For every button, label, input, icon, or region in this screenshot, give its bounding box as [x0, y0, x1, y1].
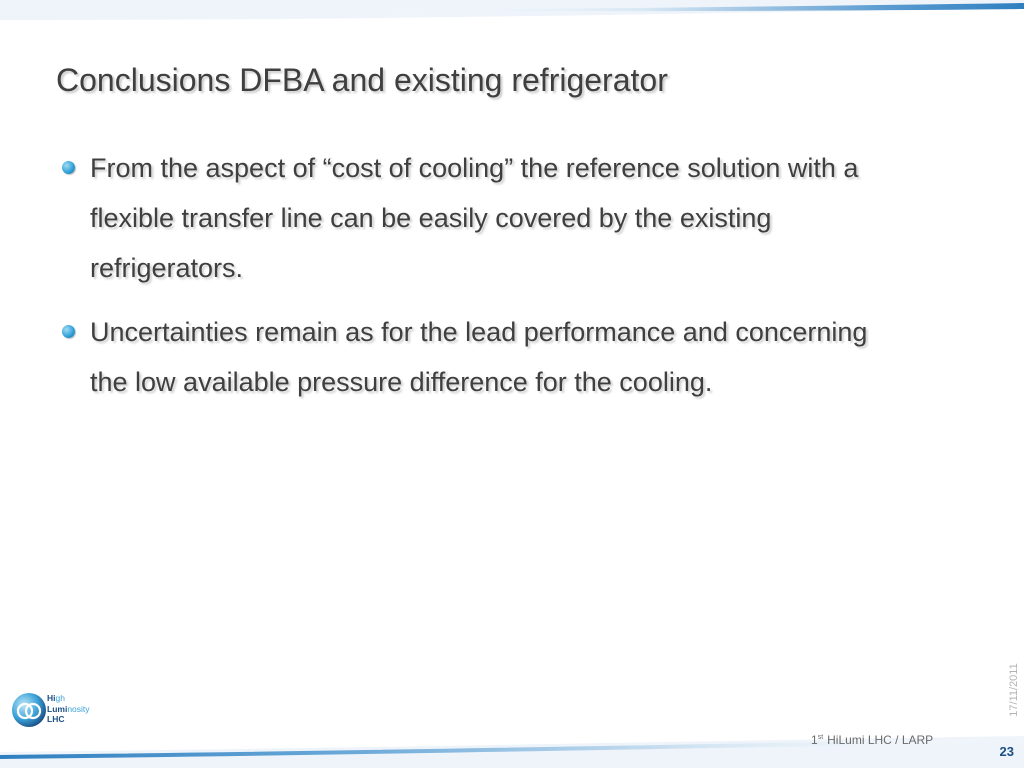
- event-ordinal-suffix: st: [817, 734, 824, 741]
- lhc-ring-icon: [10, 691, 48, 729]
- bullet-text: From the aspect of “cost of cooling” the reference solution with a flexible transfer line can be easily covered by the existing refrigerators.: [90, 153, 859, 283]
- footer-event: [811, 733, 933, 747]
- slide-title: Conclusions DFBA and existing refrigerator: [56, 62, 668, 98]
- logo-wordmark: [47, 693, 90, 725]
- bullet-list: [58, 143, 908, 421]
- top-decorative-band: [0, 0, 1024, 22]
- logo-word-lhc: LHC: [47, 714, 65, 724]
- logo-word-strong: Hi: [47, 693, 56, 703]
- event-ordinal: 1: [811, 733, 818, 747]
- logo-word-strong: Lumi: [47, 703, 68, 714]
- slide-date: 17/11/2011: [1008, 663, 1020, 717]
- bullet-dot-icon: [62, 161, 75, 174]
- bullet-dot-icon: [62, 325, 75, 338]
- event-name: HiLumi LHC / LARP: [827, 733, 934, 747]
- page-number: 23: [999, 744, 1014, 759]
- logo-word-light: gh: [55, 693, 65, 703]
- logo-word-light: nosity: [67, 703, 90, 714]
- bullet-text: Uncertainties remain as for the lead performance and concerning the low available pressure difference for the cooling.: [90, 317, 868, 397]
- bullet-item: [58, 307, 908, 407]
- bullet-item: [58, 143, 908, 293]
- high-luminosity-lhc-logo: [10, 691, 105, 731]
